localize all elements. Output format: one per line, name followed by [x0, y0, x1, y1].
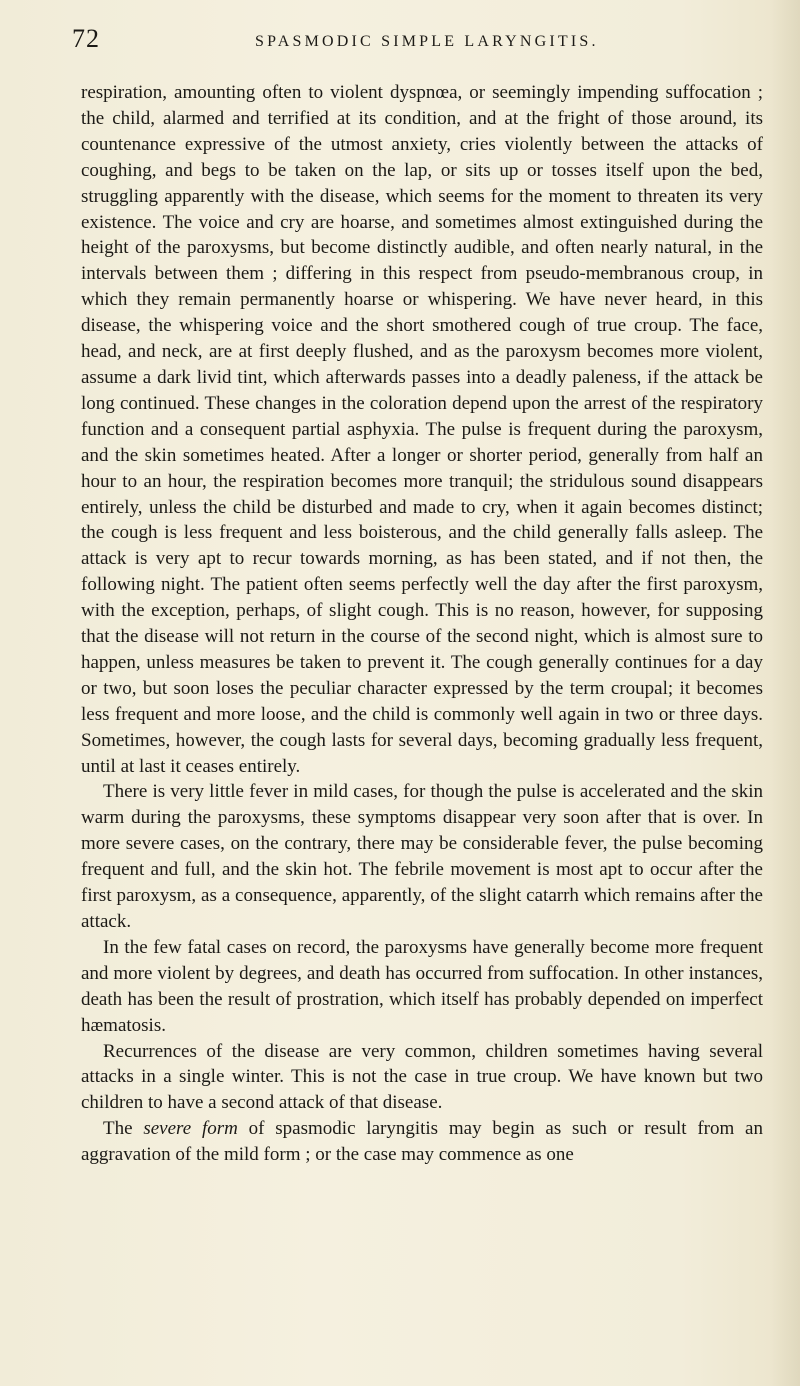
page-edge-shadow — [770, 0, 800, 1386]
italic-term-severe-form: severe form — [143, 1118, 238, 1140]
paragraph-fatal-cases: In the few fatal cases on record, the paroxysms have generally become more frequent and more violent by degrees, and death has occurred from suffocation. In other instances, death has been the result of prostration, which itself has probably depended on imperfect hæmatosis. — [81, 936, 763, 1036]
page-number: 72 — [72, 24, 100, 53]
page-header — [72, 24, 772, 52]
paragraph-severe-form — [81, 1116, 763, 1168]
paragraph-fever: There is very little fever in mild cases, for though the pulse is accelerated and the skin warm during the paroxysms, these symptoms disappear very soon after that is over. In more severe cases, on the contrary, there may be considerable fever, the pulse becoming frequent and full, and the skin hot. The febrile movement is most apt to occur after the first paroxysm, as a consequence, apparently, of the slight catarrh which remains after the attack. — [81, 781, 763, 932]
paragraph-lead: The — [103, 1118, 144, 1140]
paragraph-continuation: respiration, amounting often to violent dyspnœa, or seemingly impending suffocation ; the child, alarmed and terrified at its condition, and at the fright of those around, its countenance expressive of the utmost anxiety, cries violently between the attacks of coughing, and begs to be taken on the lap, or sits up or tosses itself upon the bed, struggling apparently with the disease, which seems for the moment to threaten its very existence. The voice and cry are hoarse, and sometimes almost extinguished during the height of the paroxysms, but become distinctly audible, and often nearly natural, in the intervals between them ; differing in this respect from pseudo-membranous croup, in which they remain permanently hoarse or whispering. We have never heard, in this disease, the whispering voice and the short smothered cough of true croup. The face, head, and neck, are at first deeply flushed, and as the paroxysm becomes more violent, assume a dark livid tint, which afterwards passes into a deadly paleness, if the attack be long continued. These changes in the coloration depend upon the arrest of the respiratory function and a consequent partial asphyxia. The pulse is frequent during the paroxysm, and the skin sometimes heated. After a longer or shorter period, generally from half an hour to an hour, the respiration becomes more tranquil; the stridulous sound disappears entirely, unless the child be disturbed and made to cry, when it again becomes distinct; the cough is less frequent and less boisterous, and the child generally falls asleep. The attack is very apt to recur towards morning, as has been stated, and if not then, the following night. The patient often seems perfectly well the day after the first paroxysm, with the exception, perhaps, of slight cough. This is no reason, however, for supposing that the disease will not return in the course of the second night, which is almost sure to happen, unless measures be taken to prevent it. The cough generally continues for a day or two, but soon loses the peculiar character expressed by the term croupal; it becomes less frequent and more loose, and the child is commonly well again in two or three days. Sometimes, however, the cough lasts for several days, becoming gradually less frequent, until at last it ceases entirely. — [81, 82, 763, 777]
running-head: SPASMODIC SIMPLE LARYNGITIS. — [255, 33, 599, 50]
paragraph-rest: of spasmodic laryngitis may begin as such or result from an aggravation of the mild form ; or the case may commence as one — [81, 1118, 763, 1166]
paragraph-recurrences: Recurrences of the disease are very common, children sometimes having several attacks in a single winter. This is not the case in true croup. We have known but two children to have a second attack of that disease. — [81, 1040, 763, 1114]
body-text — [81, 80, 763, 1168]
